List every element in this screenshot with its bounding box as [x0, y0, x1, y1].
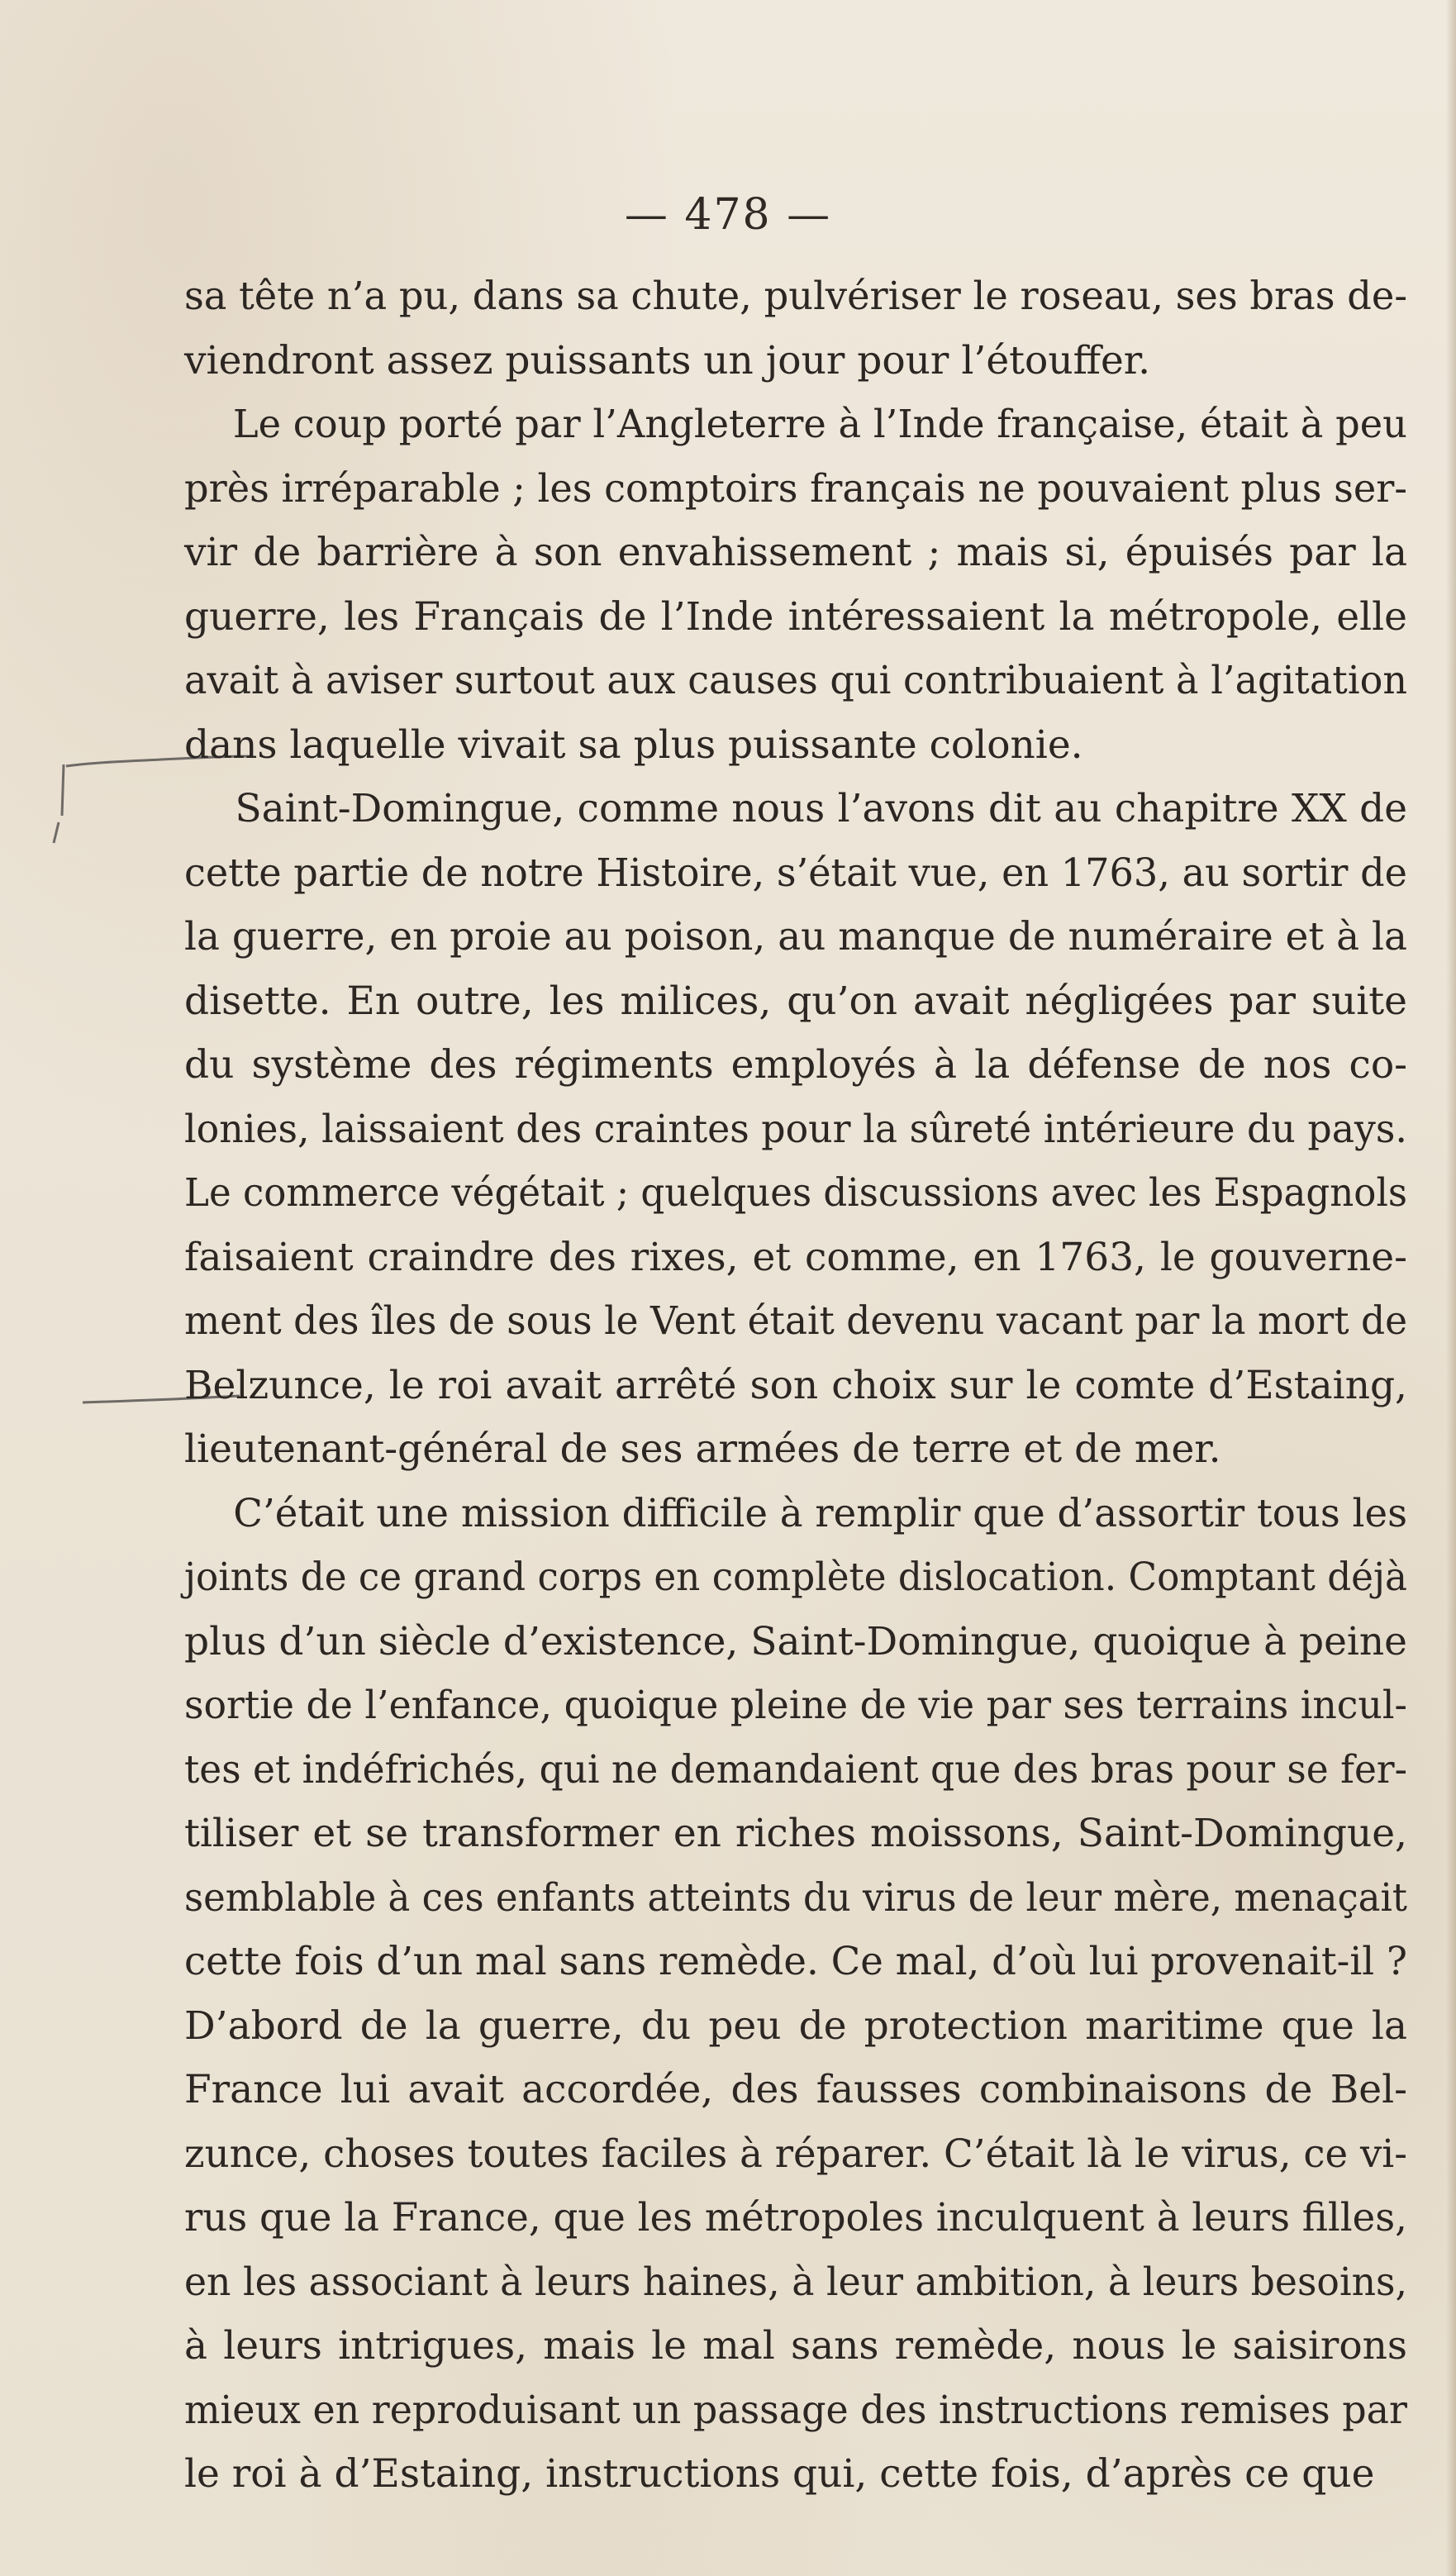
text-line: sa tête n’a pu, dans sa chute, pulvériser le roseau, ses bras de- [184, 274, 1407, 319]
text-line: viendront assez puissants un jour pour l’étouffer. [184, 337, 1151, 383]
text-line: joints de ce grand corps en complète dislocation. Comptant déjà [184, 1555, 1407, 1600]
text-line: guerre, les Français de l’Inde intéressaient la métropole, elle [184, 593, 1407, 640]
text-line: plus d’un siècle d’existence, Saint-Domingue, quoique à peine [184, 1618, 1407, 1664]
text-line: semblable à ces enfants atteints du virus de leur mère, menaçait [184, 1874, 1407, 1921]
text-line: du système des régiments employés à la défense de nos co- [184, 1042, 1407, 1088]
text-line: Le commerce végétait ; quelques discussions avec les Espagnols [184, 1170, 1407, 1216]
text-line: sortie de l’enfance, quoique pleine de vie par ses terrains incul- [184, 1683, 1407, 1728]
text-line: Belzunce, le roi avait arrêté son choix sur le comte d’Estaing, [184, 1362, 1407, 1408]
text-line: Saint-Domingue, comme nous l’avons dit au chapitre XX de [184, 786, 1407, 831]
text-line: vir de barrière à son envahissement ; mais si, épuisés par la [184, 530, 1407, 575]
page-edge-shadow [1446, 0, 1456, 2576]
text-line: D’abord de la guerre, du peu de protection maritime que la [184, 2002, 1407, 2049]
text-line: dans laquelle vivait sa plus puissante colonie. [184, 721, 1083, 768]
text-line: disette. En outre, les milices, qu’on avait négligées par suite [184, 978, 1407, 1024]
text-line: à leurs intrigues, mais le mal sans remède, nous le saisirons [184, 2323, 1407, 2369]
text-line: faisaient craindre des rixes, et comme, en 1763, le gouverne- [184, 1234, 1407, 1280]
text-line: cette partie de notre Histoire, s’était vue, en 1763, au sortir de [184, 850, 1407, 896]
text-line: ment des îles de sous le Vent était devenu vacant par la mort de [184, 1298, 1407, 1344]
text-line: tiliser et se transformer en riches moissons, Saint-Domingue, [184, 1811, 1407, 1856]
text-line: rus que la France, que les métropoles inculquent à leurs filles, [184, 2195, 1407, 2240]
text-line: en les associant à leurs haines, à leur ambition, à leurs besoins, [184, 2259, 1407, 2305]
text-line: la guerre, en proie au poison, au manque de numéraire et à la [184, 914, 1407, 959]
text-line: France lui avait accordée, des fausses combinaisons de Bel- [184, 2067, 1407, 2112]
text-line: zunce, choses toutes faciles à réparer. C’était là le virus, ce vi- [184, 2131, 1407, 2177]
text-line: lonies, laissaient des craintes pour la sûreté intérieure du pays. [184, 1106, 1407, 1152]
text-line: le roi à d’Estaing, instructions qui, cette fois, d’après ce que [184, 2451, 1375, 2497]
text-line: lieutenant-général de ses armées de terre et de mer. [184, 1426, 1221, 1472]
text-line: tes et indéfrichés, qui ne demandaient que des bras pour se fer- [184, 1746, 1407, 1793]
text-line: mieux en reproduisant un passage des instructions remises par [184, 2387, 1407, 2433]
body-text [184, 264, 1407, 2507]
text-line: C’était une mission difficile à remplir que d’assortir tous les [184, 1490, 1407, 1536]
text-line: avait à aviser surtout aux causes qui contribuaient à l’agitation [184, 658, 1407, 703]
text-line: cette fois d’un mal sans remède. Ce mal, d’où lui provenait-il ? [184, 1939, 1407, 1984]
page-number: — 478 — [624, 190, 832, 240]
text-line: Le coup porté par l’Angleterre à l’Inde française, était à peu [184, 402, 1407, 447]
text-line: près irréparable ; les comptoirs français ne pouvaient plus ser- [184, 465, 1407, 512]
